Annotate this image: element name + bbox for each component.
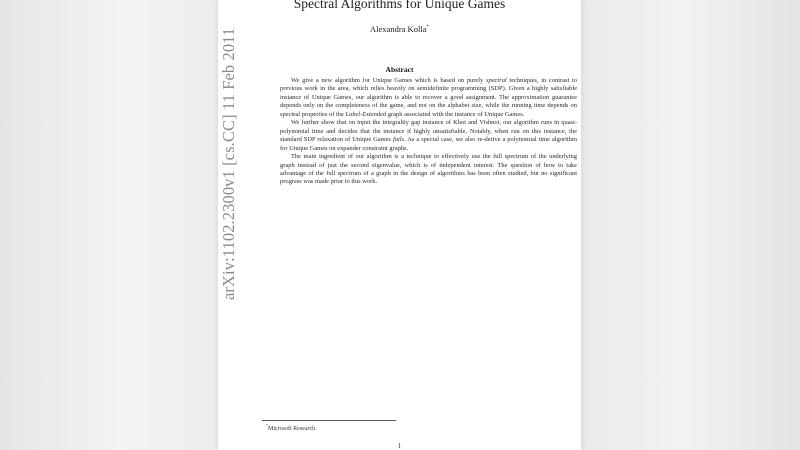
paper-title: Spectral Algorithms for Unique Games: [293, 0, 506, 11]
pdf-page[interactable]: [218, 0, 581, 450]
abstract-emphasis: Label-Extended: [345, 110, 387, 118]
abstract-text: We give a new algorithm for Unique Games which is based on purely: [291, 77, 486, 84]
abstract-body: [280, 77, 577, 187]
footnote-mark: *: [266, 423, 268, 428]
abstract-emphasis: fails: [392, 136, 405, 144]
abstract-paragraph-1: [280, 77, 577, 119]
footnote: [266, 423, 317, 432]
footnote-divider: [262, 420, 396, 421]
abstract-paragraph-3: [280, 153, 577, 187]
author-name: Alexandra Kolla: [370, 24, 427, 34]
abstract-emphasis: spectral: [485, 77, 507, 84]
footnote-text: Microsoft Research.: [268, 426, 317, 432]
abstract-text: graph associated with the instance of Unique Games.: [386, 110, 525, 118]
abstract-text: . As a special case, we also re-derive a polynomial time algorithm for Unique Games on expander constraint graphs.: [280, 136, 577, 152]
abstract-heading: Abstract: [385, 65, 414, 74]
abstract-text: The main ingredient of our algorithm is a technique to effectively use the full spectrum of the underlying graph instead of just the second eigenvalue, which is of independent interest. The question of how to take advantage of the full spectrum of a graph in the design of algorithms has been often studied, but no significant progress was made prior to this work.: [280, 153, 577, 186]
page-number: 1: [397, 442, 402, 450]
abstract-text: techniques, in contrast to previous work in the area, which relies heavily on semidefinite programming (SDP). Given a highly satisfiable instance of Unique Games, our algorithm is able to recover a good assignment. The approximation guarantee depends only on the completeness of the game, and not on the alphabet size, while the running time depends on spectral properties of the: [280, 77, 578, 118]
abstract-text: We further show that on input the integrality gap instance of Khot and Vishnoi, our algorithm runs in quasi-polynomial time and decides that the instance if highly unsatisfiable. Notably, when run on this instance, the standard SDP relaxation of Unique Games: [280, 119, 577, 144]
author-footnote-mark: *: [426, 25, 429, 31]
arxiv-identifier: arXiv:1102.2300v1 [cs.CC] 11 Feb 2011: [219, 27, 238, 300]
abstract-paragraph-2: [280, 119, 577, 153]
author-line: [218, 24, 581, 34]
